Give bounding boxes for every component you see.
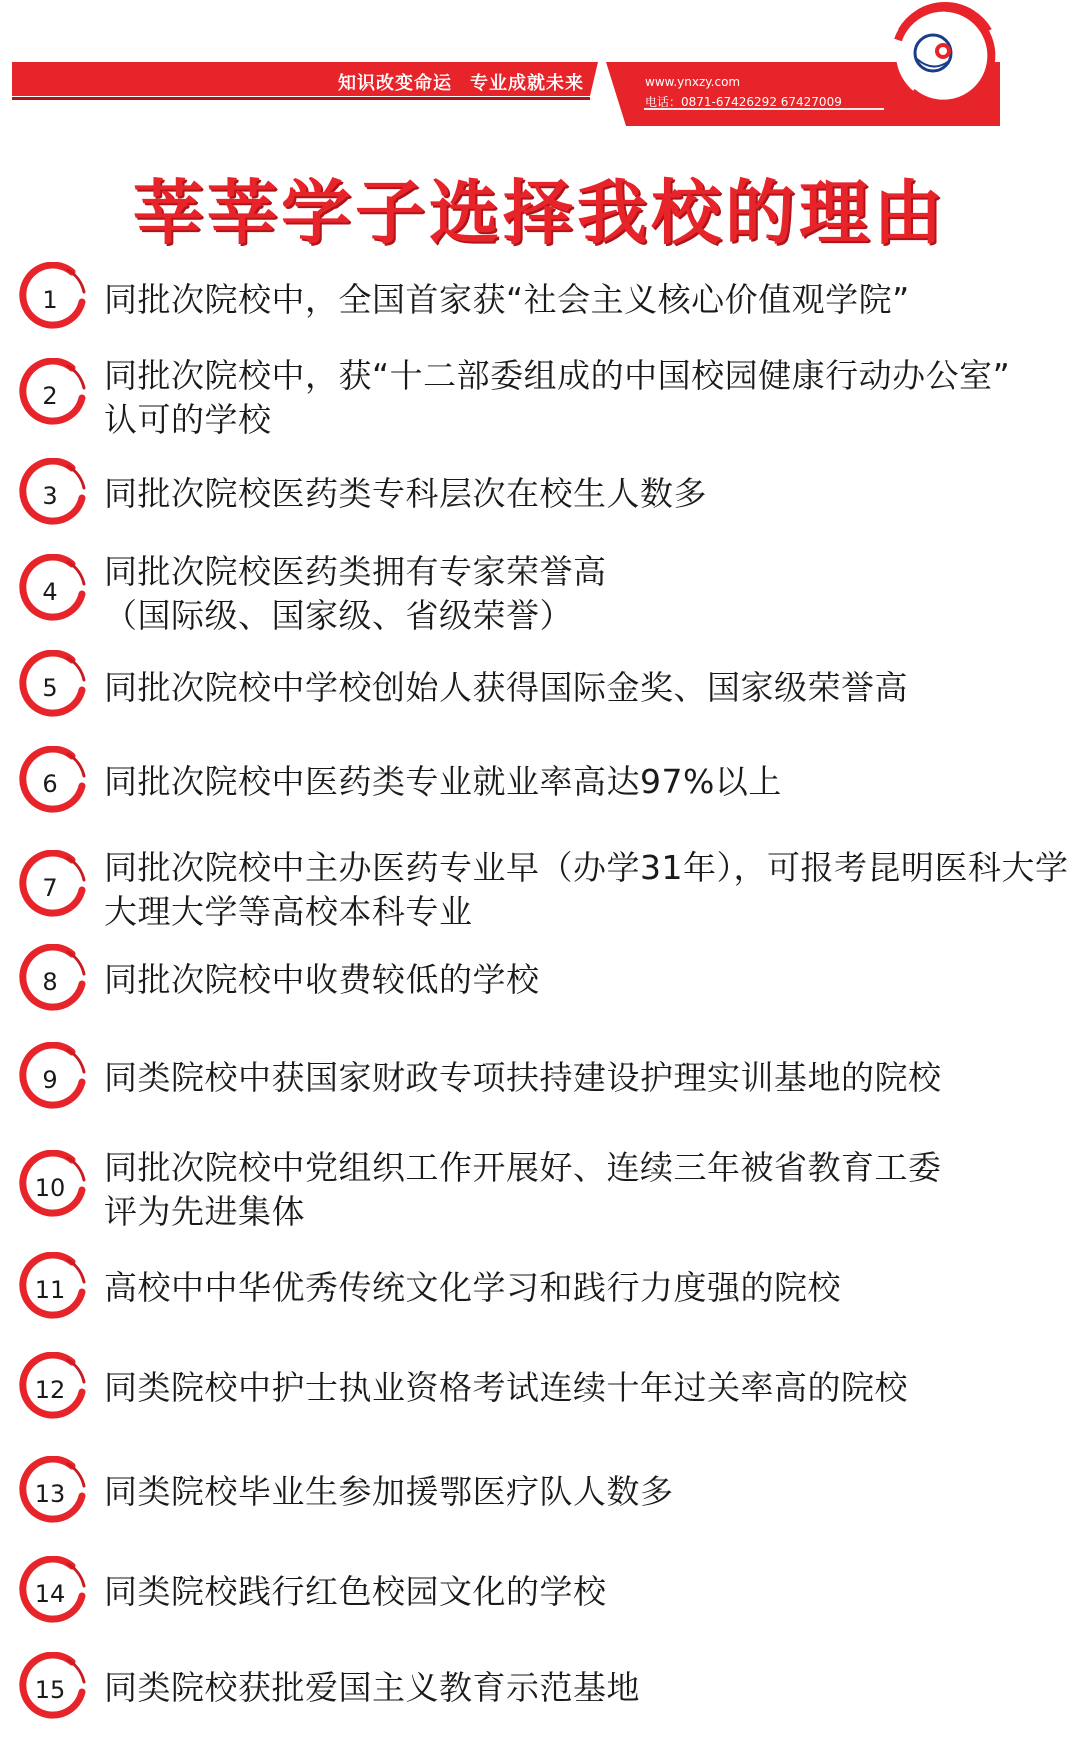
number-badge: [12, 1652, 88, 1728]
badge-number: 12: [34, 1376, 66, 1404]
reason-text: [104, 1666, 640, 1710]
reason-text: [104, 354, 1010, 442]
reason-text: [104, 1570, 607, 1614]
number-badge: [12, 358, 88, 434]
badge-number: 15: [34, 1676, 66, 1704]
number-badge: [12, 1456, 88, 1532]
slogan-part-2: 专业成就未来: [470, 73, 584, 94]
badge-number: 1: [42, 286, 58, 314]
website-text: www.ynxzy.com: [645, 75, 741, 89]
reason-line-1: 同批次院校医药类拥有专家荣誉高: [104, 552, 607, 591]
number-badge: [12, 554, 88, 630]
reason-text: [104, 1056, 942, 1100]
reason-text: [104, 958, 540, 1002]
page-title: 莘莘学子选择我校的理由: [133, 172, 947, 254]
reason-text: [104, 760, 782, 804]
badge-number: 4: [42, 578, 58, 606]
reason-line-1: 同批次院校中收费较低的学校: [104, 960, 540, 999]
reason-text: [104, 1470, 674, 1514]
number-badge: [12, 944, 88, 1020]
number-badge: [12, 1352, 88, 1428]
number-badge: [12, 746, 88, 822]
badge-number: 8: [42, 968, 58, 996]
badge-number: 9: [42, 1066, 58, 1094]
badge-number: 14: [34, 1580, 66, 1608]
reason-line-1: 同批次院校中学校创始人获得国际金奖、国家级荣誉高: [104, 668, 908, 707]
badge-number: 13: [34, 1480, 66, 1508]
reason-line-1: 高校中中华优秀传统文化学习和践行力度强的院校: [104, 1268, 841, 1307]
reason-line-1: 同类院校中获国家财政专项扶持建设护理实训基地的院校: [104, 1058, 942, 1097]
reason-line-2: （国际级、国家级、省级荣誉）: [104, 596, 573, 635]
badge-number: 7: [42, 874, 58, 902]
number-badge: [12, 850, 88, 926]
reason-text: [104, 278, 910, 322]
slogan-part-1: 知识改变命运: [338, 73, 452, 94]
number-badge: [12, 458, 88, 534]
reason-line-2: 认可的学校: [104, 400, 272, 439]
badge-number: 2: [42, 382, 58, 410]
reason-text: [104, 846, 1069, 934]
reason-line-2: 评为先进集体: [104, 1192, 305, 1231]
header-slogan: [338, 69, 584, 95]
number-badge: [12, 1150, 88, 1226]
badge-number: 6: [42, 770, 58, 798]
badge-number: 5: [42, 674, 58, 702]
badge-number: 3: [42, 482, 58, 510]
number-badge: [12, 1556, 88, 1632]
reason-text: [104, 1366, 908, 1410]
reason-text: [104, 550, 607, 638]
badge-number: 11: [34, 1276, 66, 1304]
reason-text: [104, 1146, 942, 1234]
reason-text: [104, 472, 707, 516]
school-emblem-icon: [903, 23, 963, 83]
number-badge: [12, 262, 88, 338]
reason-line-1: 同批次院校中主办医药专业早（办学31年），可报考昆明医科大学: [104, 848, 1069, 887]
number-badge: [12, 1042, 88, 1118]
reason-line-1: 同类院校毕业生参加援鄂医疗队人数多: [104, 1472, 674, 1511]
reason-line-2: 大理大学等高校本科专业: [104, 892, 473, 931]
reason-line-1: 同类院校中护士执业资格考试连续十年过关率高的院校: [104, 1368, 908, 1407]
header-contact: [645, 72, 842, 112]
reason-line-1: 同类院校践行红色校园文化的学校: [104, 1572, 607, 1611]
header-banner: [0, 0, 1080, 140]
reason-line-1: 同批次院校医药类专科层次在校生人数多: [104, 474, 707, 513]
number-badge: [12, 1252, 88, 1328]
reason-text: [104, 666, 908, 710]
reason-line-1: 同批次院校中，全国首家获“社会主义核心价值观学院”: [104, 280, 910, 319]
reason-line-1: 同批次院校中医药类专业就业率高达97%以上: [104, 762, 782, 801]
number-badge: [12, 650, 88, 726]
reason-line-1: 同类院校获批爱国主义教育示范基地: [104, 1668, 640, 1707]
badge-number: 10: [34, 1174, 66, 1202]
reason-line-1: 同批次院校中党组织工作开展好、连续三年被省教育工委: [104, 1148, 942, 1187]
reason-line-1: 同批次院校中，获“十二部委组成的中国校园健康行动办公室”: [104, 356, 1011, 395]
phone-text: 电话：0871-67426292 67427009: [645, 95, 842, 109]
reason-text: [104, 1266, 841, 1310]
